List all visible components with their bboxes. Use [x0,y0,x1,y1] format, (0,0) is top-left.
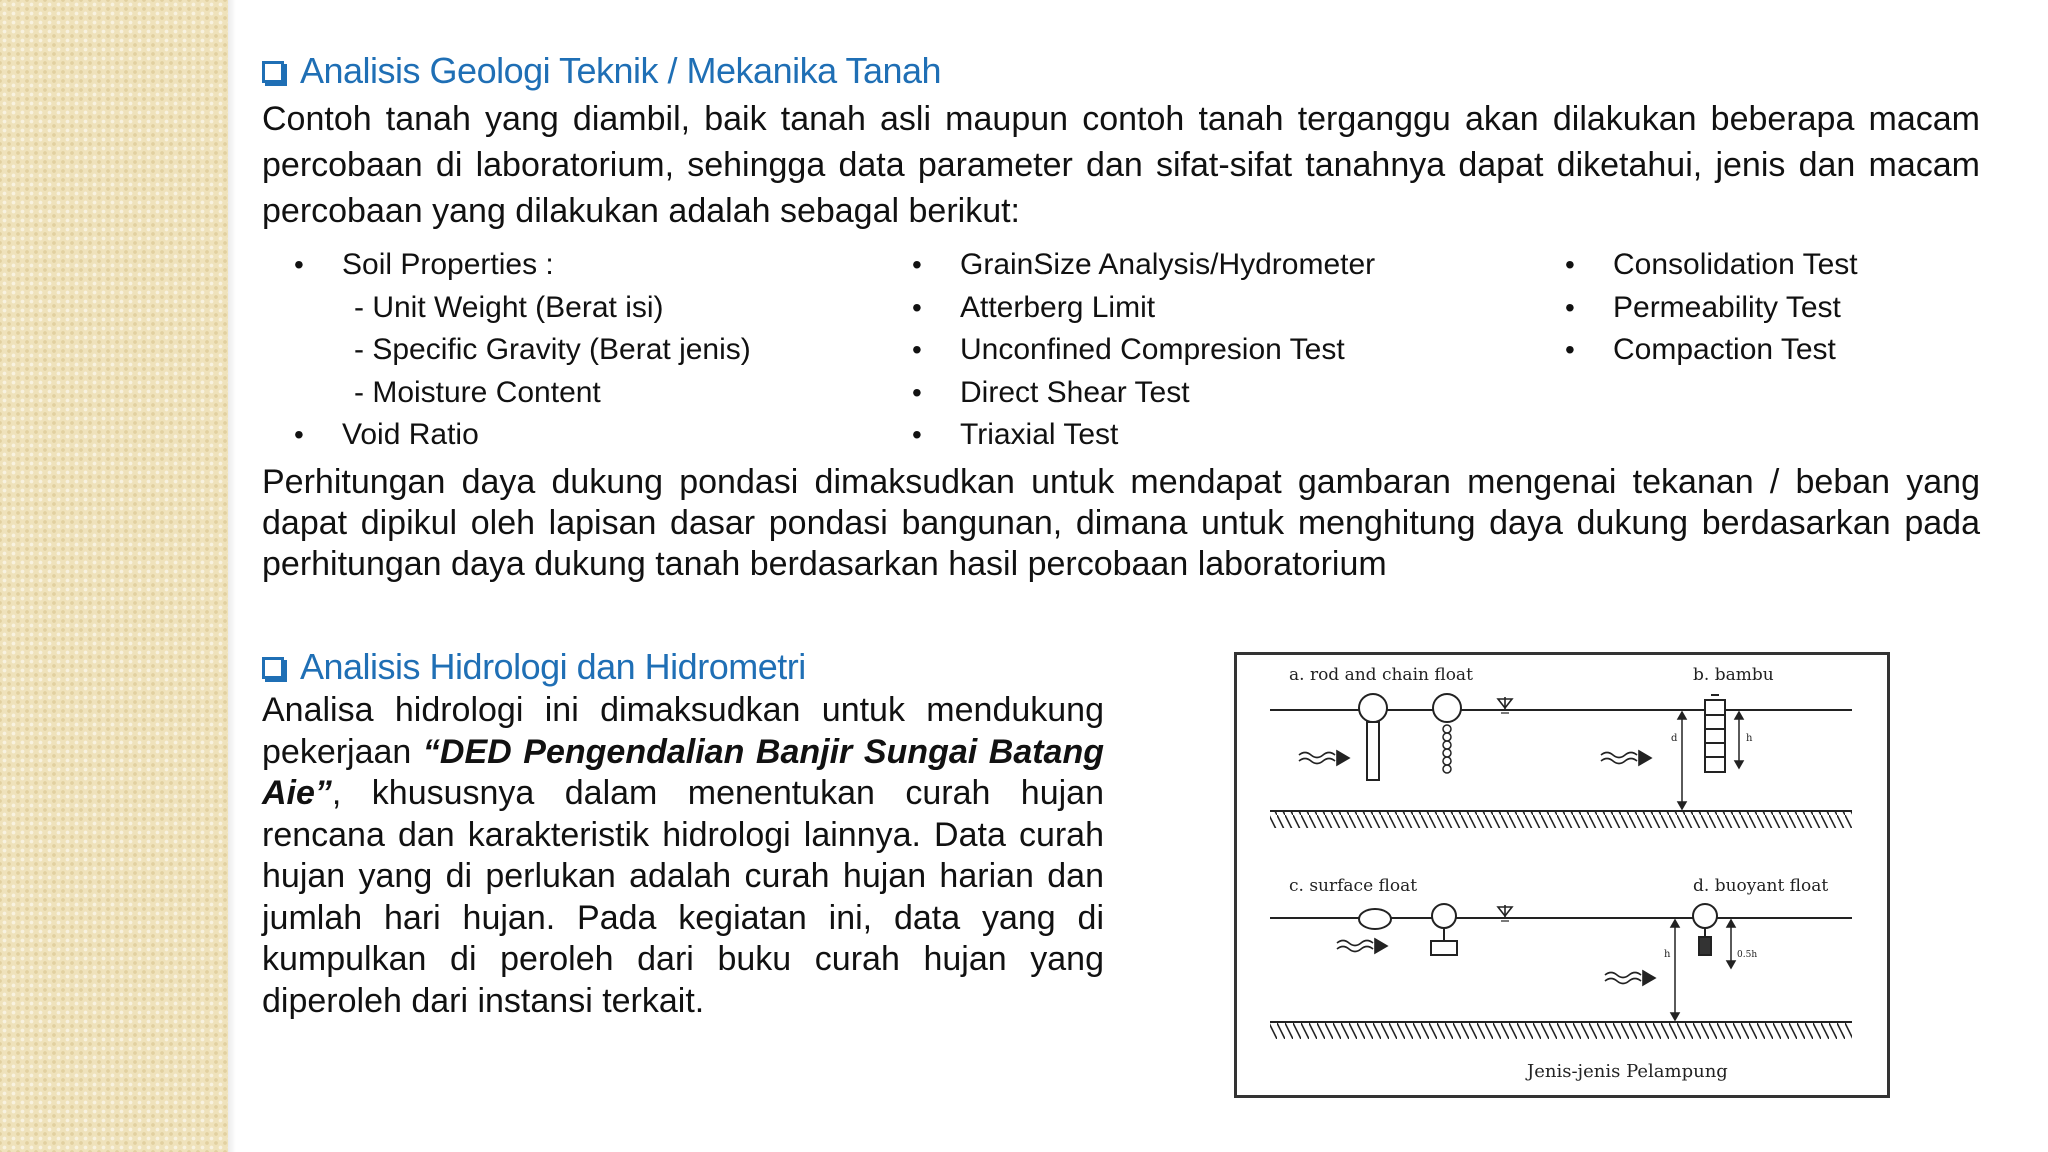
list-subitem: - Unit Weight (Berat isi) [354,290,664,324]
riverbed-hatching [1270,812,1852,828]
label-surface-float: c. surface float [1289,876,1418,896]
bearing-capacity-paragraph: Perhitungan daya dukung pondasi dimaksudkan untuk mendapat gambaran mengenai tekanan / beban yang dapat dipikul oleh lapisan dasar pondasi bangunan, dimana untuk menghitung daya dukung berdasarkan pada perhitungan daya dukung tanah berdasarkan hasil percobaan laboratorium [262,463,1980,583]
height-arrow-half-h [1727,920,1735,968]
list-item: • Permeability Test [1613,287,1858,330]
section-heading-hidrologi [262,646,806,688]
flow-direction-icon [1337,939,1387,953]
list-item: • Soil Properties : [342,244,751,287]
list-item: • Compaction Test [1613,329,1858,372]
list-item: • GrainSize Analysis/Hydrometer [960,244,1375,287]
buoyant-float-icon [1693,904,1717,955]
list-item: • Atterberg Limit [960,287,1375,330]
checkbox-bullet-icon [262,657,284,679]
list-item: • Unconfined Compresion Test [960,329,1375,372]
figure-caption: Jenis-jenis Pelampung [1527,1061,1728,1082]
checkbox-bullet-icon [262,61,284,83]
section-heading-text: Analisis Hidrologi dan Hidrometri [300,646,806,687]
hydrology-text-start: Analisa hidrologi ini dimaksudkan untuk mendukung pekerjaan [262,691,1104,771]
label-buoyant-float: d. buoyant float [1693,876,1829,896]
section-heading-geologi [262,50,941,92]
test-list-column-1 [342,244,751,457]
disk-float-icon [1431,904,1457,955]
flow-direction-icon [1299,751,1349,765]
float-types-figure [1234,652,1890,1098]
list-subitem: - Specific Gravity (Berat jenis) [354,333,751,366]
bamboo-float-icon [1705,695,1725,772]
test-list-column-2 [960,244,1375,457]
rod-float-icon [1359,694,1387,780]
label-depth-d: d [1671,733,1678,744]
height-arrow-h [1735,712,1743,768]
depth-arrow-d [1678,712,1686,809]
hydrology-text-end: , khususnya dalam menentukan curah hujan rencana dan karakteristik hidrologi lainnya. Data curah hujan yang di perlukan adalah curah hujan harian dan jumlah hari hujan. Pada kegiatan ini, data yang di kumpulkan di peroleh dari buku curah hujan yang diperoleh dari instansi terkait. [262,774,1104,1020]
list-item: • Void Ratio [342,414,751,457]
flow-direction-icon [1605,971,1655,985]
list-item: • Consolidation Test [1613,244,1858,287]
surface-float-icon [1359,909,1391,929]
list-item: • Triaxial Test [960,414,1375,457]
label-height-h: h [1746,733,1753,744]
label-bambu: b. bambu [1693,665,1774,685]
list-subitem: - Moisture Content [354,375,601,409]
section-heading-text: Analisis Geologi Teknik / Mekanika Tanah [300,50,942,91]
depth-arrow-h [1671,920,1679,1020]
flow-direction-icon [1601,751,1651,765]
float-diagram [1237,655,1887,1095]
intro-paragraph: Contoh tanah yang diambil, baik tanah asli maupun contoh tanah terganggu akan dilakukan beberapa macam percobaan di laboratorium, sehingga data parameter dan sifat-sifat tanahnya dapat diketahui, jenis dan macam percobaan yang dilakukan adalah sebagal berikut: [262,100,1980,230]
chain-float-icon [1433,694,1461,773]
hydrology-paragraph [262,690,1104,1022]
list-item: • Direct Shear Test [960,372,1375,415]
decorative-side-band [0,0,228,1152]
label-rod-chain-float: a. rod and chain float [1289,665,1473,685]
side-band-shadow [228,0,236,1152]
test-list-column-3 [1613,244,1858,372]
label-depth-h: h [1664,949,1671,960]
project-name-italic: “DED Pengendalian Banjir Sungai Batang Aie” [262,732,1105,812]
label-half-h: 0.5h [1737,950,1758,960]
riverbed-hatching [1270,1023,1852,1039]
